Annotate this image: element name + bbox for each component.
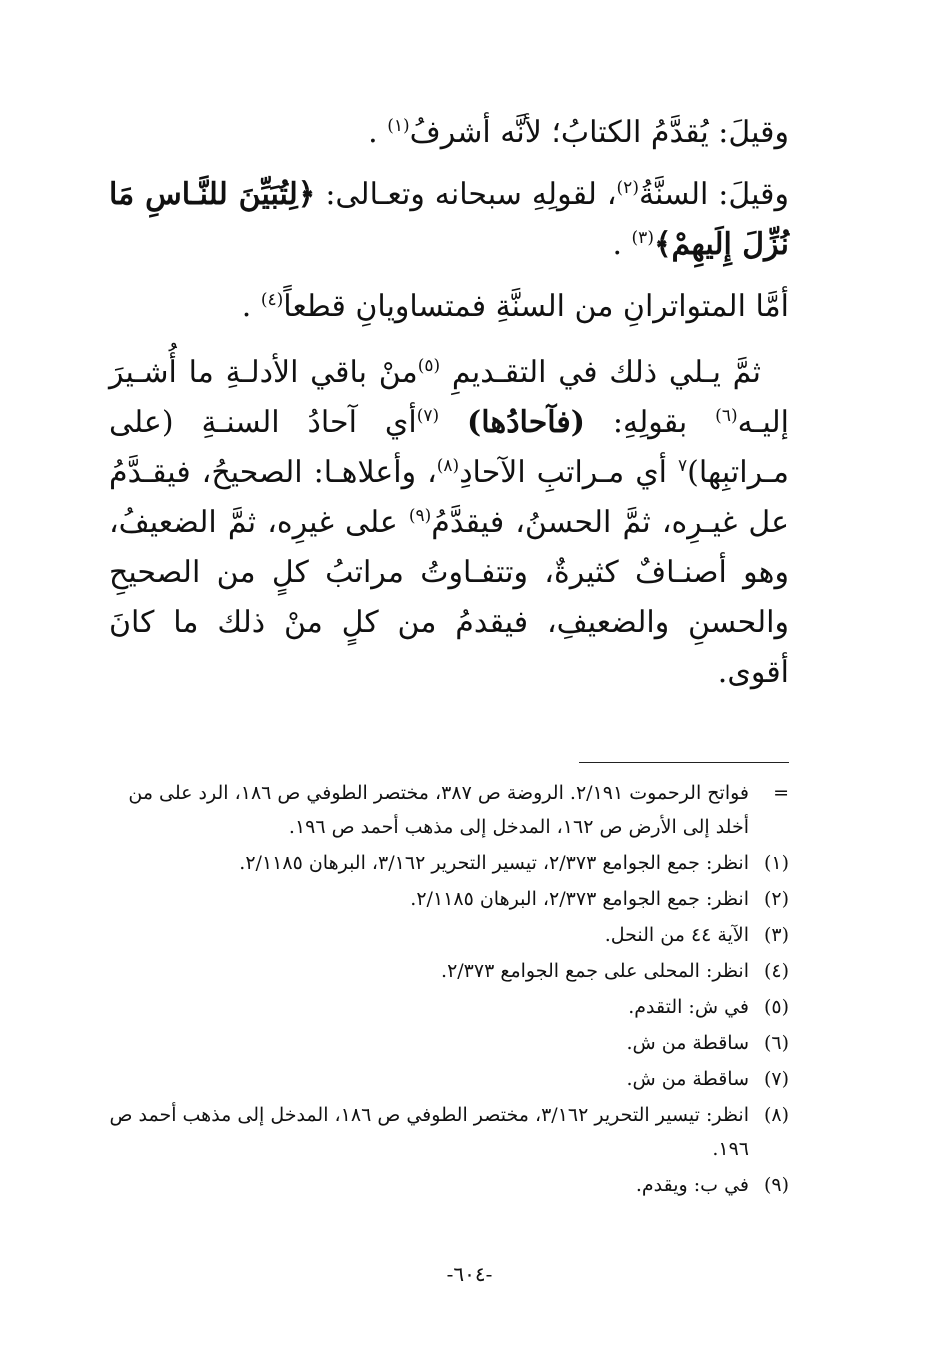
footnote-number: (٢) [763,888,789,910]
paragraph-4-s2: منْ باقي الأدلـةِ ما أُشـيرَ إليـه [109,355,789,440]
paragraph-4-s3: بقولِهِ: [612,405,688,440]
footnote-number: (١) [763,852,789,874]
footnote-number: (٧) [763,1068,789,1090]
footnote-text: ساقطة من ش. [626,1068,749,1090]
footnote [109,846,789,880]
footnote-ref-1: (١) [387,116,410,136]
footnote-ref-9: (٩) [408,506,432,526]
paragraph-2-end: . [612,227,622,262]
quran-verse: ﴿لِتُبَيِّنَ للنَّـاسِ مَا نُزِّلَ إِلَيهِمْ﴾ [109,177,789,262]
footnote [109,882,789,916]
footnote [109,990,789,1024]
paragraph-2 [109,170,789,270]
paragraph-1-end: . [368,115,378,150]
footnote-ref-8: (٨) [436,456,460,476]
footnotes [109,776,789,1204]
footnote-ref-7: (٧) [416,406,440,426]
footnote-text: انظر: المحلى على جمع الجوامع ٢/٣٧٣. [441,960,749,982]
footnote-text: في ش: التقدم. [628,996,749,1018]
footnote-text: في ب: ويقدم. [635,1174,749,1196]
paragraph-1-text: وقيلَ: يُقدَّمُ الكتابُ؛ لأنَّه أشرفُ [409,115,789,150]
paragraph-4-s6: ، وأعلاهـا: الصحيحُ، فيقـدَّمُ عل غيـرِه، ثمَّ الحسنُ، فيقدَّمُ [109,455,789,540]
footnote-text: انظر: جمع الجوامع ٢/٣٧٣، البرهان ٢/١١٨٥. [410,888,749,910]
footnote-ref-2: (٢) [616,178,639,198]
footnote-ref-5: (٥) [417,356,441,376]
footnote-number: (٦) [763,1032,789,1054]
footnote-number: = [773,782,789,804]
footnote [109,1062,789,1096]
footnote-ref-4: (٤) [260,290,284,310]
footnote [109,918,789,952]
footnote-number: (٣) [763,924,789,946]
paragraph-4-s4: أي آحادُ السنـةِ (على مـراتبِها) [109,405,789,490]
footnote-ref-3: (٣) [631,228,654,248]
footnote [109,1098,789,1166]
paragraph-4 [109,348,789,698]
paragraph-3-text: أمَّا المتواترانِ من السنَّةِ فمتساويانِ قطعاً [283,289,789,324]
footnote-number: (٨) [763,1104,789,1126]
footnote-number: (٥) [763,996,789,1018]
paragraph-4-s5: أي مـراتبِ الآحادِ [459,455,668,490]
footnote-separator [579,762,789,763]
paragraph-1 [109,108,789,158]
footnote-text: انظر: تيسير التحرير ٣/١٦٢، مختصر الطوفي ص ١٨٦، المدخل إلى مذهب أحمد ص ١٩٦. [109,1104,749,1160]
paragraph-2-lead: وقيلَ: السنَّةُ [638,177,789,212]
footnote-ref-7-close: ٧ [678,456,688,476]
footnote-text: ساقطة من ش. [626,1032,749,1054]
footnote-number: (٤) [763,960,789,982]
matn-quote: (فآحادُها) [467,405,585,440]
footnote-text: الآية ٤٤ من النحل. [604,924,749,946]
footnote-ref-6: (٦) [715,406,738,426]
page-number: -٦٠٤- [446,1262,493,1286]
footnote [109,954,789,988]
paragraph-2-mid: ، لقولِهِ سبحانه وتعـالى: [325,177,617,212]
footnote-text: انظر: جمع الجوامع ٢/٣٧٣، تيسير التحرير ٣/١٦٢، البرهان ٢/١١٨٥. [239,852,749,874]
footnote-continued [109,776,789,844]
footnote [109,1168,789,1202]
paragraph-4-s1: ثمَّ يـلي ذلك في التقـديمِ [451,355,761,390]
footnote [109,1026,789,1060]
paragraph-3 [109,282,789,332]
footnote-text: فواتح الرحموت ٢/١٩١. الروضة ص ٣٨٧، مختصر الطوفي ص ١٨٦، الرد على من أخلد إلى الأرض ص ١٦٢، المدخل إلى مذهب أحمد ص ١٩٦. [128,782,749,838]
main-text [109,108,789,698]
footnote-number: (٩) [763,1174,789,1196]
paragraph-3-end: . [241,289,252,324]
paragraph-4-s7: على غيرِه، ثمَّ الضعيفُ، وهو أصنـافٌ كثيرةٌ، وتتفـاوتُ مراتبُ كلٍ من الصحيحِ والحسنِ والضعيفِ، فيقدمُ من كلٍ منْ ذلك ما كانَ أقوى. [109,505,789,690]
